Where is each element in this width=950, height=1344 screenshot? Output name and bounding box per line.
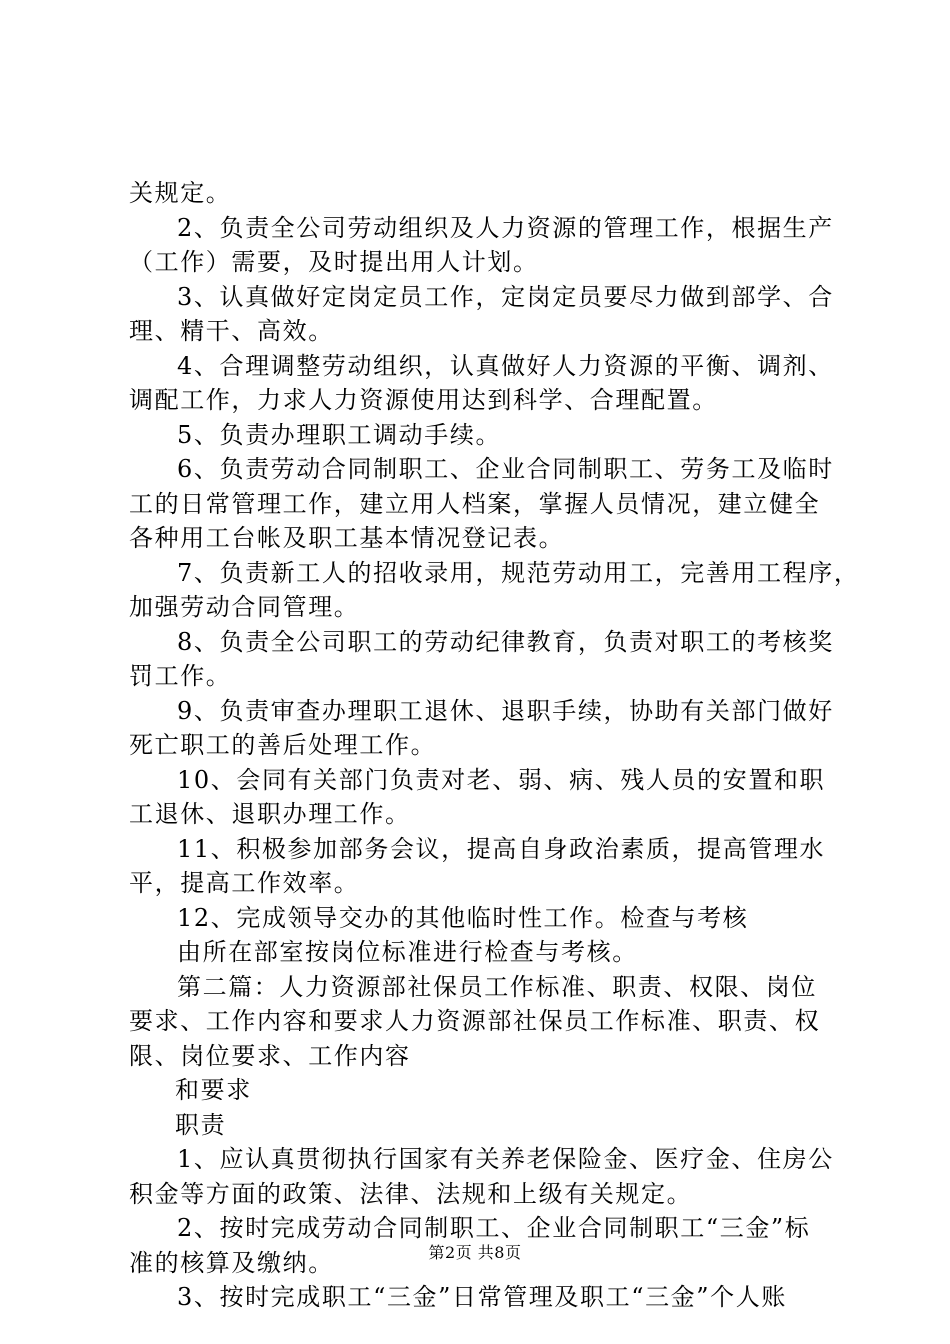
text-line: 关规定。 [129,179,232,207]
text-line: 工退休、退职办理工作。 [129,800,411,828]
text-line: 平，提高工作效率。 [129,869,360,897]
text-line: 准的核算及缴纳。 [129,1248,334,1277]
text-line: 6、负责劳动合同制职工、企业合同制职工、劳务工及临时 [177,455,834,483]
text-line: 3、认真做好定岗定员工作，定岗定员要尽力做到部学、合 [177,282,834,311]
text-line: 职责 [175,1110,227,1139]
text-line: 理、精干、高效。 [129,317,334,345]
text-line: 调配工作，力求人力资源使用达到科学、合理配置。 [129,386,718,414]
text-line: 1、应认真贯彻执行国家有关养老保险金、医疗金、住房公 [177,1145,834,1173]
text-line: 9、负责审查办理职工退休、退职手续，协助有关部门做好 [177,696,834,725]
text-line: （工作）需要，及时提出用人计划。 [129,248,539,276]
text-line: 工的日常管理工作，建立用人档案，掌握人员情况，建立健全 [129,489,821,518]
document-body [129,176,860,1315]
text-line: 要求、工作内容和要求人力资源部社保员工作标准、职责、权 [129,1007,821,1035]
text-line: 死亡职工的善后处理工作。 [129,731,437,759]
text-line: 2、按时完成劳动合同制职工、企业合同制职工“三金”标 [177,1214,811,1242]
text-line: 4、合理调整劳动组织，认真做好人力资源的平衡、调剂、 [177,351,834,380]
text-line: 3、按时完成职工“三金”日常管理及职工“三金”个人账 [177,1283,787,1311]
text-line: 12、完成领导交办的其他临时性工作。检查与考核 [177,903,749,932]
text-line: 7、负责新工人的招收录用，规范劳动用工，完善用工程序， [177,558,860,587]
text-line: 罚工作。 [129,662,232,690]
text-line: 各种用工台帐及职工基本情况登记表。 [129,524,565,552]
text-line: 积金等方面的政策、法律、法规和上级有关规定。 [129,1179,693,1208]
text-line: 10、会同有关部门负责对老、弱、病、残人员的安置和职 [177,765,826,794]
text-line: 由所在部室按岗位标准进行检查与考核。 [177,938,638,966]
text-line: 限、岗位要求、工作内容 [129,1041,411,1070]
text-line: 和要求 [175,1076,252,1104]
text-line: 2、负责全公司劳动组织及人力资源的管理工作，根据生产 [177,213,834,242]
text-line: 加强劳动合同管理。 [129,593,360,621]
section-heading: 第二篇：人力资源部社保员工作标准、职责、权限、岗位 [177,972,817,1001]
text-line: 11、积极参加部务会议，提高自身政治素质，提高管理水 [177,834,826,863]
page-number-footer: 第2页 共8页 [428,1243,522,1262]
text-line: 8、负责全公司职工的劳动纪律教育，负责对职工的考核奖 [177,627,834,656]
text-line: 5、负责办理职工调动手续。 [177,420,502,449]
